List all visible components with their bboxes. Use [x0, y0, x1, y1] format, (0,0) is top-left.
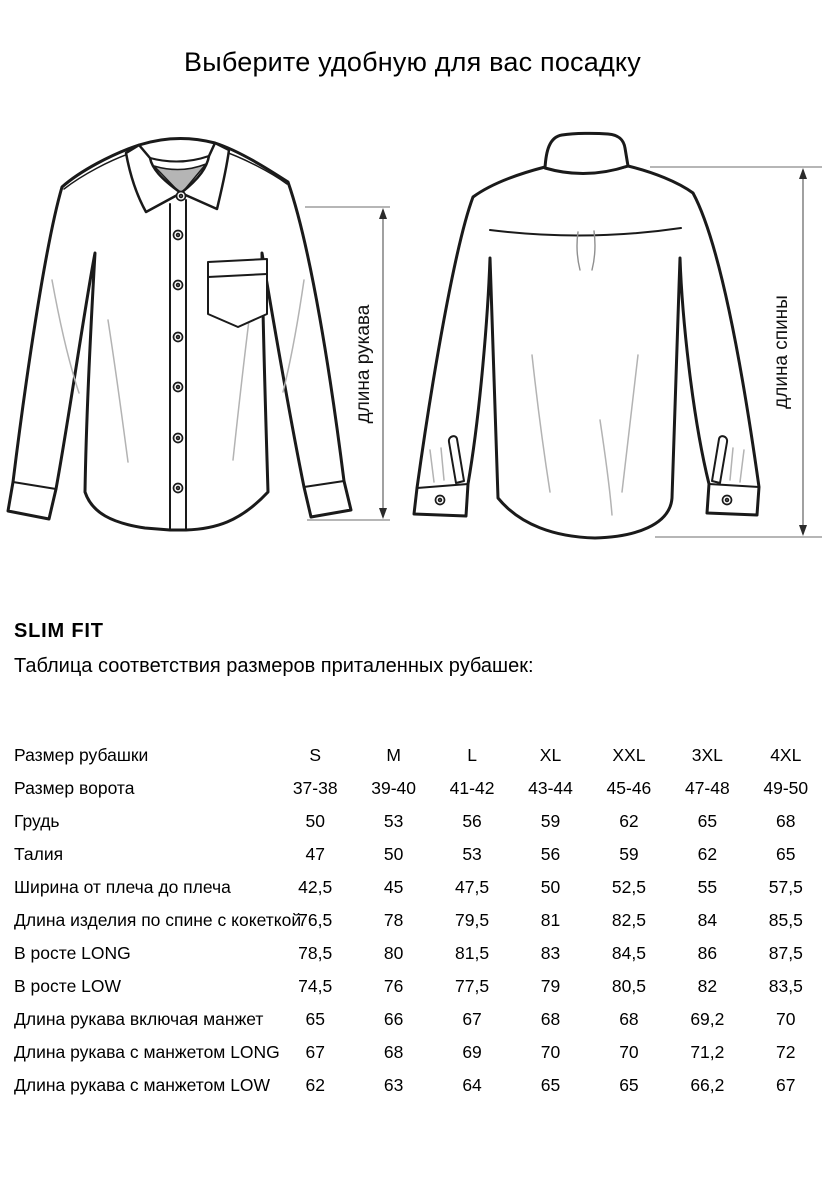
value-cell: 69,2	[690, 1009, 725, 1029]
size-table-row	[0, 838, 825, 871]
value-cell: 42,5	[298, 877, 333, 897]
value-cell: 70	[776, 1009, 796, 1029]
size-header-cell: M	[386, 745, 401, 765]
value-cell: 85,5	[768, 910, 803, 930]
value-cell: 52,5	[611, 877, 646, 897]
value-cell: 47,5	[455, 877, 490, 897]
row-label: Размер ворота	[14, 778, 135, 798]
row-label: Ширина от плеча до плеча	[14, 877, 231, 897]
value-cell: 66	[383, 1009, 404, 1029]
row-label: Длина изделия по спине с кокеткой	[14, 910, 302, 930]
size-table-row	[0, 1003, 825, 1036]
value-cell: 81,5	[455, 943, 490, 963]
size-table-row	[0, 937, 825, 970]
value-cell: 56	[540, 844, 561, 864]
back-length-label: длина спины	[771, 295, 792, 409]
shirt-diagram-svg	[0, 130, 825, 575]
size-header-cell: 3XL	[691, 745, 723, 765]
value-cell: 50	[305, 811, 325, 831]
value-cell: 47	[305, 844, 325, 864]
size-table	[0, 739, 825, 1102]
shirt-back-drawing	[414, 133, 759, 538]
value-cell: 86	[697, 943, 718, 963]
value-cell: 65	[697, 811, 718, 831]
size-header-cell: XXL	[612, 745, 646, 765]
value-cell: 65	[619, 1075, 639, 1095]
value-cell: 81	[540, 910, 561, 930]
value-cell: 62	[619, 811, 639, 831]
fit-heading: SLIM FIT	[14, 620, 104, 642]
value-cell: 80	[383, 943, 404, 963]
value-cell: 59	[540, 811, 561, 831]
size-table-row	[0, 805, 825, 838]
value-cell: 64	[462, 1075, 482, 1095]
size-table-row	[0, 970, 825, 1003]
value-cell: 87,5	[768, 943, 803, 963]
chest-pocket	[208, 259, 267, 327]
size-table-row	[0, 1036, 825, 1069]
value-cell: 56	[462, 811, 482, 831]
value-cell: 68	[540, 1009, 561, 1029]
value-cell: 84	[697, 910, 718, 930]
value-cell: 63	[383, 1075, 404, 1095]
value-cell: 83	[540, 943, 561, 963]
size-header-cell: XL	[539, 745, 562, 765]
size-table-row	[0, 772, 825, 805]
arrowhead-down-icon	[379, 508, 387, 519]
value-cell: 49-50	[763, 778, 809, 798]
value-cell: 65	[776, 844, 796, 864]
value-cell: 62	[697, 844, 718, 864]
size-header-cell: S	[309, 745, 322, 765]
value-cell: 68	[383, 1042, 404, 1062]
value-cell: 80,5	[611, 976, 646, 996]
value-cell: 78	[383, 910, 404, 930]
value-cell: 70	[619, 1042, 639, 1062]
value-cell: 55	[697, 877, 718, 897]
value-cell: 78,5	[298, 943, 333, 963]
row-label: Талия	[14, 844, 64, 864]
value-cell: 84,5	[611, 943, 646, 963]
value-cell: 76,5	[298, 910, 333, 930]
shirt-front-drawing	[8, 138, 351, 530]
row-label: В росте LOW	[14, 976, 122, 996]
value-cell: 43-44	[528, 778, 573, 798]
size-table-row	[0, 1069, 825, 1102]
sleeve-length-label: длина рукава	[353, 304, 374, 424]
value-cell: 47-48	[684, 778, 730, 798]
value-cell: 79,5	[455, 910, 490, 930]
value-cell: 68	[776, 811, 796, 831]
row-label: Длина рукава с манжетом LONG	[14, 1042, 280, 1062]
value-cell: 68	[619, 1009, 639, 1029]
value-cell: 72	[776, 1042, 796, 1062]
row-label: Длина рукава включая манжет	[14, 1009, 264, 1029]
row-label: Длина рукава с манжетом LOW	[14, 1075, 271, 1095]
value-cell: 82	[697, 976, 718, 996]
value-cell: 70	[540, 1042, 561, 1062]
value-cell: 82,5	[611, 910, 646, 930]
value-cell: 45-46	[606, 778, 652, 798]
arrowhead-up-icon	[379, 208, 387, 219]
value-cell: 50	[383, 844, 404, 864]
value-cell: 67	[462, 1009, 482, 1029]
value-cell: 65	[540, 1075, 561, 1095]
value-cell: 77,5	[455, 976, 490, 996]
arrowhead-down-icon	[799, 525, 807, 536]
size-table-row	[0, 904, 825, 937]
value-cell: 74,5	[298, 976, 333, 996]
value-cell: 45	[383, 877, 404, 897]
value-cell: 62	[305, 1075, 325, 1095]
value-cell: 69	[462, 1042, 482, 1062]
value-cell: 37-38	[292, 778, 338, 798]
table-caption: Таблица соответствия размеров приталенных рубашек:	[14, 655, 534, 677]
size-header-cell: L	[467, 745, 477, 765]
value-cell: 67	[776, 1075, 796, 1095]
row-label: В росте LONG	[14, 943, 131, 963]
row-label: Размер рубашки	[14, 745, 149, 765]
value-cell: 53	[462, 844, 482, 864]
value-cell: 59	[619, 844, 639, 864]
size-table-row	[0, 871, 825, 904]
value-cell: 71,2	[690, 1042, 725, 1062]
value-cell: 66,2	[690, 1075, 725, 1095]
arrowhead-up-icon	[799, 168, 807, 179]
value-cell: 76	[383, 976, 404, 996]
value-cell: 41-42	[449, 778, 495, 798]
value-cell: 39-40	[371, 778, 417, 798]
size-header-cell: 4XL	[770, 745, 802, 765]
value-cell: 65	[305, 1009, 325, 1029]
value-cell: 79	[540, 976, 561, 996]
row-label: Грудь	[14, 811, 60, 831]
shirt-diagrams	[0, 130, 825, 575]
page-title: Выберите удобную для вас посадку	[184, 47, 641, 77]
size-table-header-row	[0, 739, 825, 772]
value-cell: 50	[540, 877, 561, 897]
value-cell: 57,5	[768, 877, 803, 897]
value-cell: 67	[305, 1042, 325, 1062]
value-cell: 83,5	[768, 976, 803, 996]
value-cell: 53	[383, 811, 404, 831]
